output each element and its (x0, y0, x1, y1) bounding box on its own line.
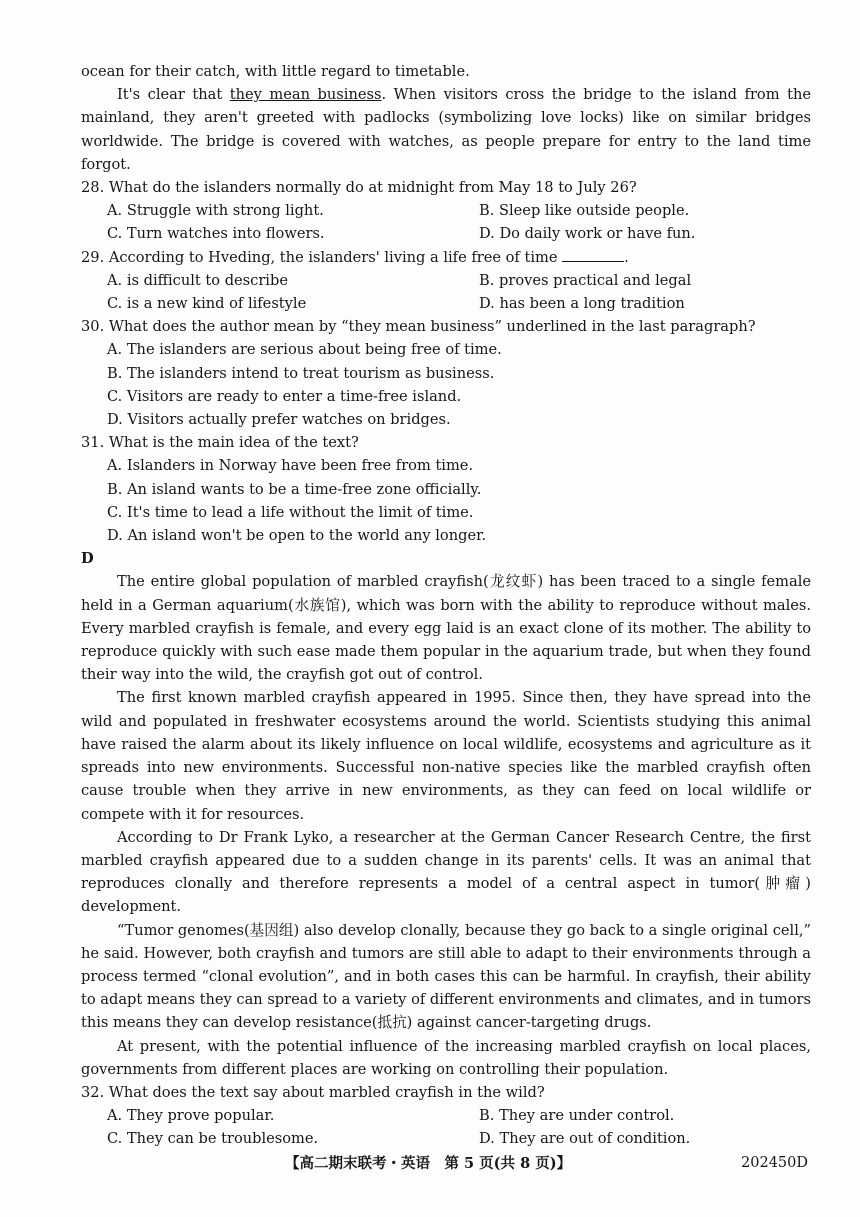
question-29-options (81, 269, 811, 315)
question-29-stem (81, 246, 811, 269)
last-para-pre: It's clear that (117, 86, 230, 104)
option-d[interactable]: D. Do daily work or have fun. (479, 225, 696, 243)
section-d-heading: D (81, 550, 94, 568)
question-30-stem: 30. What does the author mean by “they mean business” underlined in the last paragraph? (81, 318, 756, 336)
option-a[interactable]: A. They prove popular. (107, 1107, 275, 1125)
section-d-paragraph-3: According to Dr Frank Lyko, a researcher at the German Cancer Research Centre, the first marbled crayfish appeared due to a sudden change in its parents' cells. It was an animal that reproduces clonally and therefore represents a model of a central aspect in tumor(肿瘤) development. (81, 828, 811, 916)
passage-c-last-paragraph (81, 83, 811, 176)
page-content (81, 60, 811, 1151)
option-c[interactable]: C. It's time to lead a life without the limit of time. (107, 503, 474, 521)
option-a[interactable]: A. The islanders are serious about being free of time. (107, 341, 502, 359)
last-para-post: . When visitors cross the bridge to the island from the mainland, they aren't greeted with padlocks (symbolizing love locks) like on similar bridges worldwide. The bridge is covered with watches, as people prepare for entry to the land time forgot. (81, 86, 811, 173)
question-28-options (81, 199, 811, 245)
option-b[interactable]: B. Sleep like outside people. (479, 202, 690, 220)
question-29-stem-post: . (624, 248, 629, 266)
option-c[interactable]: C. They can be troublesome. (107, 1130, 319, 1148)
option-b[interactable]: B. proves practical and legal (479, 271, 692, 289)
option-c[interactable]: C. Visitors are ready to enter a time-free island. (107, 387, 462, 405)
option-a[interactable]: A. Struggle with strong light. (107, 202, 324, 220)
question-29-stem-pre: 29. According to Hveding, the islanders' living a life free of time (81, 248, 563, 266)
option-b[interactable]: B. An island wants to be a time-free zone officially. (107, 480, 482, 498)
footer-exam-code: 202450D (741, 1155, 808, 1171)
question-31-stem: 31. What is the main idea of the text? (81, 434, 359, 452)
option-c[interactable]: C. is a new kind of lifestyle (107, 295, 307, 313)
option-d[interactable]: D. They are out of condition. (479, 1130, 691, 1148)
section-d-paragraph-2: The first known marbled crayfish appeared in 1995. Since then, they have spread into the wild and populated in freshwater ecosystems around the world. Scientists studying this animal have raised the alarm about its likely influence on local wildlife, ecosystems and agriculture as it spreads into new environments. Successful non-native species like the marbled crayfish often cause trouble when they arrive in new environments, as they can feed on local wildlife or compete with it for resources. (81, 689, 811, 823)
option-b[interactable]: B. The islanders intend to treat tourism as business. (107, 364, 495, 382)
question-32-options (81, 1104, 811, 1150)
option-d[interactable]: D. has been a long tradition (479, 295, 685, 313)
answer-blank (562, 247, 624, 262)
option-d[interactable]: D. An island won't be open to the world any longer. (107, 527, 487, 545)
option-b[interactable]: B. They are under control. (479, 1107, 675, 1125)
section-d-paragraph-1: The entire global population of marbled crayfish(龙纹虾) has been traced to a single female held in a German aquarium(水族馆), which was born with the ability to reproduce without males. Every marbled crayfish is female, and every egg laid is an exact clone of its mother. The ability to reproduce quickly with such ease made them popular in the aquarium trade, but when they found their way into the wild, the crayfish got out of control. (81, 573, 811, 684)
question-28-stem: 28. What do the islanders normally do at midnight from May 18 to July 26? (81, 179, 637, 197)
page-footer (0, 1152, 860, 1178)
footer-page-info: 【高二期末联考・英语 第 5 页(共 8 页)】 (285, 1155, 572, 1172)
passage-c-continuation: ocean for their catch, with little regard to timetable. (81, 63, 470, 80)
underlined-phrase: they mean business (229, 86, 382, 104)
option-d[interactable]: D. Visitors actually prefer watches on bridges. (107, 411, 451, 429)
option-c[interactable]: C. Turn watches into flowers. (107, 225, 325, 243)
option-a[interactable]: A. Islanders in Norway have been free from time. (107, 457, 474, 475)
question-32-stem: 32. What does the text say about marbled crayfish in the wild? (81, 1083, 545, 1101)
option-a[interactable]: A. is difficult to describe (107, 271, 288, 289)
section-d-paragraph-4: “Tumor genomes(基因组) also develop clonally, because they go back to a single original cell,” he said. However, both crayfish and tumors are still able to adapt to their environments through a process termed “clonal evolution”, and in both cases this can be harmful. In crayfish, their ability to adapt means they can spread to a variety of different environments and climates, and in tumors this means they can develop resistance(抵抗) against cancer-targeting drugs. (81, 921, 811, 1032)
section-d-paragraph-5: At present, with the potential influence of the increasing marbled crayfish on local places, governments from different places are working on controlling their population. (81, 1037, 811, 1078)
